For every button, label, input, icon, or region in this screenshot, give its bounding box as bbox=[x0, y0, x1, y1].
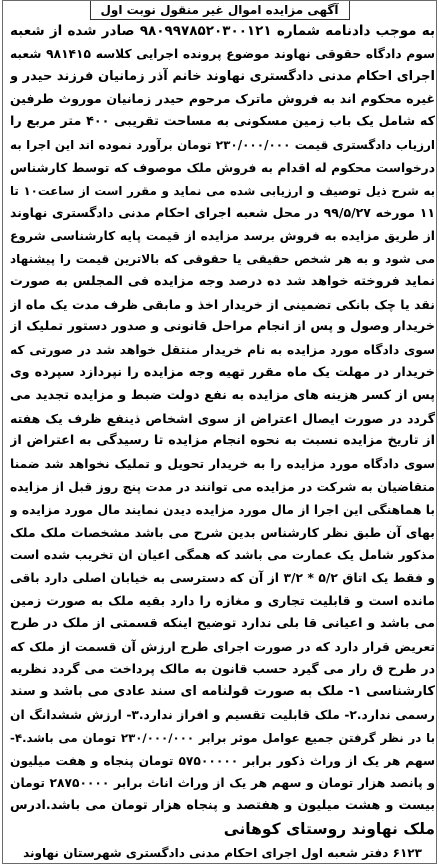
notice-body-line: از طریق مزایده به فروش برسد مزایده از قیمت پایه کارشناسی شروع bbox=[10, 229, 435, 244]
notice-body-line: می شود و به هر شخص حقیقی یا حقوقی که بالاترین قیمت را پیشنهاد bbox=[10, 251, 435, 266]
notice-body-line: متقاضیان به شرکت در مزایده می توانند در مدت پنج روز قبل از مزایده bbox=[10, 479, 435, 494]
notice-title: آگهی مزایده اموال غیر منقول نوبت اول bbox=[89, 1, 349, 20]
notice-body bbox=[10, 20, 435, 841]
notice-body-line: سهم هر یک از وراث ذکور برابر ۵۷۵۰۰۰۰۰ تومان پنجاه و هفت میلیون bbox=[10, 753, 435, 768]
notice-body-line: خریدار وصول و پس از انجام مراحل قانونی و صدور دستور تملیک از bbox=[10, 319, 435, 335]
notice-body-line: نماید فروخته خواهد شد ده درصد وجه مزایده فی المجلس به صورت bbox=[10, 273, 435, 289]
notice-body-line: مانده است و قابلیت تجاری و مغازه را دارد بقیه ملک به صورت زمین bbox=[10, 592, 435, 608]
notice-body-line: و پانصد هزار تومان و سهم هر یک از وراث اناث برابر ۲۸۷۵۰۰۰۰ تومان bbox=[10, 776, 435, 791]
notice-body-line: سوم دادگاه حقوقی نهاوند موضوع پرونده اجرایی کلاسه ۹۸۱۴۱۵ شعبه bbox=[10, 46, 435, 61]
notice-body-line: رسمی ندارد.۲- ملک قابلیت تقسیم و افراز ندارد.۳- ارزش ششدانگ ان bbox=[10, 707, 435, 722]
notice-body-line: به موجب دادنامه شماره ۹۸۰۹۹۷۸۵۲۰۳۰۰۱۲۱ صادر شده از شعبه bbox=[10, 23, 435, 39]
notice-footer-signature: ۶۱۲۳ دفتر شعبه اول اجرای احکام مدنی دادگستری شهرستان نهاوند bbox=[23, 846, 422, 860]
notice-body-line: کارشناسی ۱- ملک به صورت قولنامه ای سند عادی می باشد و سند bbox=[10, 684, 435, 700]
notice-body-line: با هماهنگی این اجرا از مال مورد مزایده دیدن نمایند مال مورد مزایده و bbox=[10, 502, 435, 517]
notice-body-last-line: ملک نهاوند روستای کوهانی bbox=[223, 819, 435, 838]
notice-body-line: با در نظر گرفتن جمیع عوامل موثر برابر ۲۳۰/۰۰۰/۰۰۰ تومان می باشد.۴- bbox=[10, 730, 435, 745]
notice-body-line: پس از کسر هزینه های مزایده به نفع دولت ضبط و مزایده تجدید می bbox=[10, 387, 435, 403]
notice-body-line: اجرای احکام مدنی دادگستری نهاوند خانم آذر زمانیان فرزند حیدر و bbox=[10, 68, 435, 84]
notice-body-line: ارزیاب دادگستری قیمت ۲۳۰/۰۰۰/۰۰۰ تومان برآورد نموده اند این اجرا به bbox=[10, 137, 435, 152]
notice-body-line: از تاریخ مزایده نسبت به نحوه انجام مزایده تا رسیدگی به اعتراض از bbox=[10, 433, 435, 449]
notice-body-line: سوی دادگاه مورد مزایده به نام خریدار منتقل خواهد شد در صورتی که bbox=[10, 343, 435, 358]
notice-body-line: به شرح ذیل توصیف و ارزیابی شده می نماید و مقرر است از ساعت۱۰ تا bbox=[10, 183, 435, 198]
notice-body-line: و فقط یک اتاق ۵/۲ * ۳/۲ از آن که دسترسی به خیابان اصلی دارد باقی bbox=[10, 571, 435, 586]
notice-body-line: خریدار در مهلت یک ماه مقرر تهیه وجه مزایده را نپردازد سپرده وی bbox=[10, 364, 435, 380]
notice-body-line: گردد در صورت ایصال اعتراض از سوی اشخاص ذینفع ظرف یک هفته bbox=[10, 410, 435, 426]
notice-body-line: در طرح ق رار می گیرد حسب قانون به مالک پرداخت می گردد نظریه bbox=[10, 661, 435, 677]
notice-body-line: نقد یا چک بانکی تضمینی از خریدار اخذ و مابقی ظرف مدت یک ماه از bbox=[10, 296, 435, 312]
notice-frame bbox=[2, 0, 437, 864]
notice-body-line: سوی دادگاه مورد مزایده را به خریدار تحویل و تملیک نخواهد شد ضمنا bbox=[10, 457, 435, 472]
notice-body-line: غیره محکوم اند به فروش ماترک مرحوم حیدر زمانیان موروث طرفین bbox=[10, 91, 435, 107]
notice-body-line: بیست و هشت میلیون و هفتصد و پنجاه هزار تومان می باشد.ادرس bbox=[10, 798, 435, 814]
notice-body-line: بهای آن طبق نظر کارشناس بدین شرح می باشد مشخصات ملک ملک bbox=[10, 524, 435, 540]
notice-body-line: تعریض قرار دارد که در صورت اجرای طرح ارزش آن قسمت از ملک که bbox=[10, 639, 435, 654]
notice-body-line: که شامل یک باب زمین مسکونی به مساحت تقریبی ۴۰۰ متر مربع را bbox=[10, 114, 435, 130]
notice-body-line: می باشد و اعیانی قا بلی ندارد توضیح اینکه قسمتی از ملک در طرح bbox=[10, 615, 435, 631]
notice-body-line: مذکور شامل یک عمارت می باشد که همگی اعیان ان تخریب شده است bbox=[10, 548, 435, 563]
notice-body-line: درخواست محکوم له اقدام به فروش ملک موصوف که توسط کارشناس bbox=[10, 160, 435, 175]
notice-body-line: ۱۱ مورخه ۹۹/۵/۲۷ در محل شعبه اجرای احکام مدنی دادگستری نهاوند bbox=[10, 205, 435, 221]
